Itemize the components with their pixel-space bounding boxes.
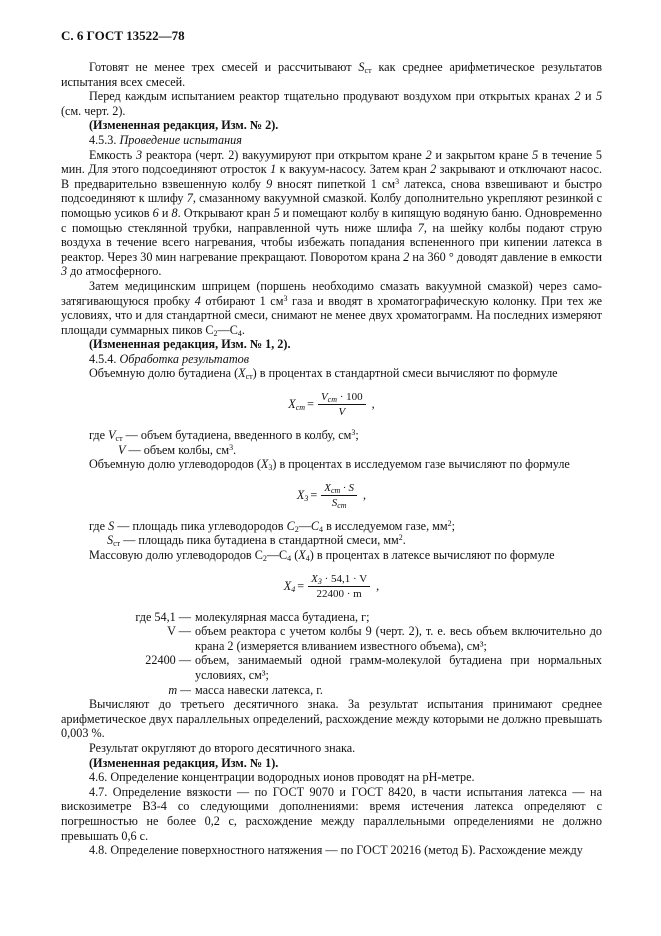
text-run: 5: [532, 147, 539, 162]
formula-xst: $X_{ст}$ = $\frac{V_{ст} \cdot 100}{V}$ ,: [288, 391, 375, 419]
text-run: 9: [266, 176, 273, 191]
text-run: 2: [213, 328, 218, 338]
paragraph-x4-intro: [61, 548, 602, 563]
where-line: [61, 443, 602, 458]
text-run: ) в процентах в исследуемом газе вычисляют по формуле: [272, 457, 570, 472]
formula-x4: $X_4$ = $\frac{X_3 \cdot 54,1 \cdot V}{22400 \cdot m}$ ,: [283, 572, 380, 600]
paragraph-syringe: [61, 279, 602, 337]
text-run: в исследуемом газе, мм: [323, 518, 448, 533]
text-run: отбирают 1 см: [200, 293, 284, 308]
page-header: С. 6 ГОСТ 13522—78: [61, 28, 185, 43]
text-run: — объем бутадиена, введенного в колбу, см: [122, 428, 352, 443]
text-run: —С: [266, 548, 288, 563]
text-run: 2: [294, 524, 299, 534]
text-run: в течение 5 мин. Для этого подсоединяют отросток: [61, 147, 602, 177]
text-run: Затем медицинским шприцем (поршень необходимо смазать вакуумной смазкой) через само-затягивающуюся пробку: [61, 278, 602, 308]
text-run: и: [158, 205, 172, 220]
text-run: ) в процентах в латексе вычисляют по формуле: [309, 548, 555, 563]
paragraph-xst-intro: [61, 366, 602, 381]
formula-x3: $X_3$ = $\frac{X_{ст} \cdot S}{S_{ст}}$ ,: [296, 481, 367, 510]
clause-4-8: 4.8. Определение поверхностного натяжения — по ГОСТ 20216 (метод Б). Расхождение между: [89, 843, 583, 858]
text-run: . Открывают кран: [177, 205, 274, 220]
text-run: —С: [217, 322, 238, 337]
text-run: Емкость: [89, 147, 136, 162]
text-run: газа и вводят в хроматографическую колонку. При тех же условиях, что и для стандартной смеси, снимают не менее двух хроматограмм. На последних измеряют площади суммарных пиков С: [61, 293, 602, 337]
text-run: ст: [113, 539, 121, 549]
text-run: 3: [395, 176, 400, 186]
text-run: Объемную долю углеводородов (: [89, 457, 261, 472]
text-run: ;: [451, 518, 455, 533]
amendment-note: (Измененная редакция, Изм. № 1, 2).: [89, 337, 291, 352]
text-run: 8: [171, 205, 178, 220]
clause-4-7: 4.7. Определение вязкости — по ГОСТ 9070 и ГОСТ 8420, в части испытания латекса — на вискозиметре ВЗ-4 со следующими дополнениями: время истечения латекса определяют с погрешностью не более 0,2 с, расхождение между параллельными определениями не должно превышать 0,6 с.: [61, 784, 602, 843]
where-line: [61, 428, 602, 443]
clause-4-6: 4.6. Определение концентрации водородных ионов проводят на pH-метре.: [89, 770, 475, 785]
text-run: 3: [268, 463, 273, 473]
text-run: 3: [136, 147, 143, 162]
text-run: 2: [447, 518, 452, 528]
text-run: 5: [273, 205, 280, 220]
document-page: [61, 28, 602, 858]
amendment-note: (Измененная редакция, Изм. № 2).: [89, 118, 279, 133]
text-run: (: [291, 548, 299, 563]
text-run: 2: [398, 533, 403, 543]
paragraph-mixtures: Готовят не менее трех смесей и рассчитывают $S_{ст}$ как среднее арифметическое результатов испытания всех смесей.: [61, 60, 603, 89]
text-run: 3: [61, 264, 68, 279]
amendment-note: (Измененная редакция, Изм. № 1).: [89, 755, 279, 770]
paragraph-procedure: [61, 148, 602, 279]
text-run: на 360 ° доводят давление в емкости: [409, 249, 602, 264]
text-run: 4: [237, 328, 242, 338]
text-run: 7: [186, 191, 193, 206]
text-run: 3: [351, 428, 356, 438]
text-run: , на шейку колбы подают струю воздуха в течение всего нагревания, чтобы избежать попадания вспененного при кипении латекса в реактор. Через 30 мин нагревание прекращают. Поворотом крана: [61, 220, 602, 264]
text-run: — площадь пика углеводородов: [114, 518, 287, 533]
text-run: , смазанному вакуумной смазкой. Колбу дополнительно укрепляют резинкой с помощью усиков: [61, 191, 602, 220]
text-run: 3: [283, 293, 288, 303]
text-run: Массовую долю углеводородов С: [89, 548, 263, 563]
text-run: X: [298, 548, 306, 563]
text-run: вносят пипеткой 1 см: [272, 176, 396, 191]
text-run: С: [310, 518, 320, 533]
text-run: 4: [319, 524, 324, 534]
text-run: закрывают и отключают насос. В предварительно взвешенную колбу: [61, 162, 602, 191]
text-run: и помещают колбу в кипящую водяную баню. Одновременно с помощью стеклянной трубки, направленной чуть ниже шлифа: [61, 205, 602, 235]
text-run: 4: [287, 554, 292, 564]
text-run: 7: [417, 220, 424, 235]
text-run: ) в процентах в стандартной смеси вычисляют по формуле: [252, 366, 558, 381]
where-line: [61, 519, 602, 534]
text-run: к вакуум-насосу. Затем кран: [276, 162, 431, 177]
where-item: 22400 — объем, занимаемый одной грамм-молекулой бутадиена при нормальных условиях, см³;: [145, 653, 602, 682]
text-run: S: [107, 533, 114, 548]
where-list: [61, 610, 602, 698]
text-run: С: [286, 518, 295, 533]
where-line: [61, 533, 602, 548]
text-run: .: [402, 533, 406, 548]
text-run: 4: [305, 554, 310, 564]
section-heading: 4.5.3. Проведение испытания: [89, 132, 242, 147]
text-run: — площадь пика бутадиена в стандартной смеси, мм: [120, 533, 399, 548]
text-run: где: [89, 428, 109, 443]
text-run: V: [108, 428, 116, 443]
text-run: .: [241, 322, 245, 337]
text-run: реактора (черт. 2) вакуумируют при открытом кране: [142, 147, 426, 162]
text-run: 2: [425, 147, 432, 162]
text-run: X: [260, 457, 269, 472]
text-run: 6: [152, 205, 159, 220]
text-run: X: [238, 366, 246, 381]
text-run: 4: [194, 293, 201, 308]
text-run: — объем колбы, см: [125, 442, 230, 457]
paragraph-calculation: Вычисляют до третьего десятичного знака. За результат испытания принимают среднее арифметическое двух параллельных определений, расхождение между которыми не должно превышать 0,003 %.: [61, 697, 602, 741]
paragraph-x3-intro: [61, 457, 602, 472]
text-run: и закрытом кране: [431, 147, 533, 162]
text-run: 1: [270, 162, 277, 177]
paragraph-purge: Перед каждым испытанием реактор тщательно продувают воздухом при открытых кранах 2 и 5 (см. черт. 2).: [61, 89, 603, 118]
where-item: m — масса навески латекса, г.: [168, 682, 323, 697]
text-run: 2: [403, 249, 410, 264]
text-run: 2: [430, 162, 437, 177]
text-run: ;: [355, 428, 359, 443]
text-run: 3: [229, 442, 234, 452]
section-heading: 4.5.4. Обработка результатов: [89, 351, 250, 366]
text-run: до атмосферного.: [67, 264, 162, 279]
text-run: S: [108, 518, 115, 533]
text-run: .: [233, 442, 237, 457]
text-run: V: [118, 442, 126, 457]
text-run: 2: [262, 554, 267, 564]
where-item: где 54,1 — молекулярная масса бутадиена, г;: [135, 609, 370, 624]
text-run: ст: [245, 372, 253, 382]
text-run: Объемную долю бутадиена (: [89, 366, 239, 381]
text-run: латекса, снова взвешивают и быстро подсоединяют к шлифу: [61, 176, 602, 206]
text-run: —: [298, 518, 311, 533]
text-run: где: [89, 518, 109, 533]
paragraph-rounding: Результат округляют до второго десятичного знака.: [89, 740, 356, 755]
text-run: ст: [115, 434, 123, 444]
where-item: V — объем реактора с учетом колбы 9 (черт. 2), т. е. весь объем включительно до крана 2 (измеряется вливанием известного объема), см³;: [167, 624, 602, 653]
